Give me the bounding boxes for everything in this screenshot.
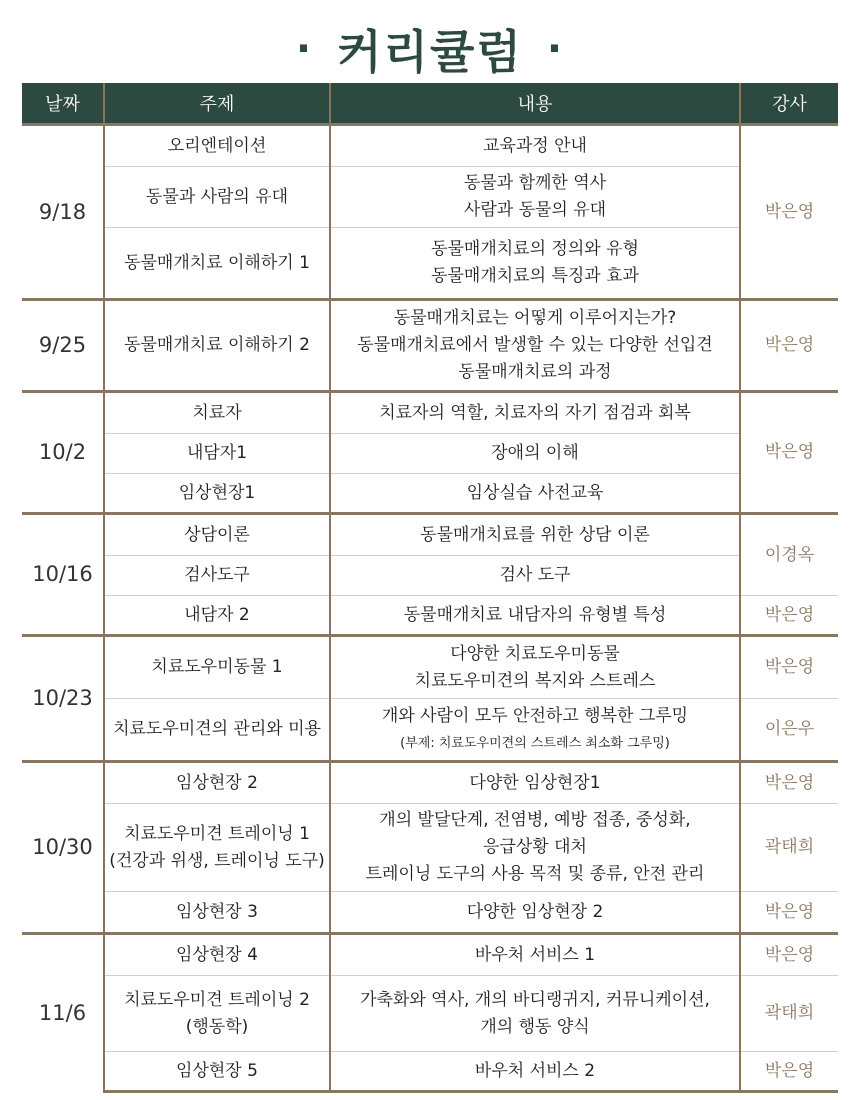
content-cell: 임상실습 사전교육 <box>330 474 740 514</box>
teacher-cell: 박은영 <box>740 125 838 300</box>
table-row <box>22 228 838 300</box>
table-row <box>22 636 838 699</box>
content-line: 개의 행동 양식 <box>480 1016 590 1037</box>
content-line: 개와 사람이 모두 안전하고 행복한 그루밍 <box>381 705 689 726</box>
content-cell: 다양한 임상현장1 <box>330 762 740 804</box>
content-subtitle: (부제: 치료도우미견의 스트레스 최소화 그루밍) <box>400 735 670 751</box>
table-row <box>22 892 838 934</box>
content-cell: 바우처 서비스 1 <box>330 934 740 976</box>
content-cell: 장애의 이해 <box>330 434 740 474</box>
content-cell <box>330 228 740 300</box>
table-row <box>22 392 838 434</box>
header-content: 내용 <box>330 83 740 125</box>
date-cell: 10/16 <box>22 514 104 636</box>
content-line: 다양한 치료도우미동물 <box>450 643 620 664</box>
topic-cell: 임상현장 4 <box>104 934 330 976</box>
content-line: 사람과 동물의 유대 <box>463 200 607 220</box>
page-title <box>0 16 860 82</box>
teacher-cell: 박은영 <box>740 596 838 636</box>
topic-cell: 검사도구 <box>104 556 330 596</box>
topic-line: (건강과 위생, 트레이닝 도구) <box>109 850 325 871</box>
content-line: 트레이닝 도구의 사용 목적 및 종류, 안전 관리 <box>365 864 705 884</box>
content-line: 동물과 함께한 역사 <box>463 173 607 193</box>
date-cell: 10/23 <box>22 636 104 762</box>
table-row <box>22 167 838 228</box>
teacher-cell: 박은영 <box>740 762 838 804</box>
table-row <box>22 300 838 392</box>
content-line: 응급상황 대처 <box>483 837 587 857</box>
topic-cell: 내담자1 <box>104 434 330 474</box>
content-line: 가축화와 역사, 개의 바디랭귀지, 커뮤니케이션, <box>360 989 710 1010</box>
content-cell <box>330 804 740 892</box>
topic-cell: 임상현장 5 <box>104 1052 330 1092</box>
content-line: 동물매개치료의 특징과 효과 <box>431 266 639 286</box>
table-row <box>22 1052 838 1092</box>
teacher-cell: 이은우 <box>740 699 838 762</box>
content-cell <box>330 699 740 762</box>
topic-cell: 동물매개치료 이해하기 1 <box>104 228 330 300</box>
teacher-cell: 곽태희 <box>740 976 838 1052</box>
topic-cell: 치료자 <box>104 392 330 434</box>
content-cell: 검사 도구 <box>330 556 740 596</box>
content-cell: 다양한 임상현장 2 <box>330 892 740 934</box>
title-text: 커리큘럼 <box>337 25 523 79</box>
teacher-cell: 박은영 <box>740 392 838 514</box>
topic-cell <box>104 167 330 228</box>
teacher-cell: 박은영 <box>740 636 838 699</box>
table-row <box>22 125 838 167</box>
topic-line: 동물과 사람의 유대 <box>145 186 289 207</box>
teacher-cell: 박은영 <box>740 300 838 392</box>
content-cell: 바우처 서비스 2 <box>330 1052 740 1092</box>
table-row <box>22 976 838 1052</box>
content-line: 동물매개치료의 과정 <box>458 362 612 382</box>
topic-cell: 임상현장 3 <box>104 892 330 934</box>
content-cell: 동물매개치료를 위한 상담 이론 <box>330 514 740 556</box>
content-cell: 동물매개치료 내담자의 유형별 특성 <box>330 596 740 636</box>
topic-cell: 치료도우미동물 1 <box>104 636 330 699</box>
content-cell: 치료자의 역할, 치료자의 자기 점검과 회복 <box>330 392 740 434</box>
header-teacher: 강사 <box>740 83 838 125</box>
header-date: 날짜 <box>22 83 104 125</box>
teacher-cell: 박은영 <box>740 1052 838 1092</box>
topic-cell: 임상현장1 <box>104 474 330 514</box>
title-dot-right: · <box>546 26 565 72</box>
content-line: 동물매개치료에서 발생할 수 있는 다양한 선입견 <box>357 335 713 355</box>
topic-cell: 치료도우미견의 관리와 미용 <box>104 699 330 762</box>
table-row <box>22 556 838 596</box>
date-cell: 11/6 <box>22 934 104 1092</box>
teacher-cell: 이경옥 <box>740 514 838 596</box>
date-cell: 9/25 <box>22 300 104 392</box>
topic-cell: 상담이론 <box>104 514 330 556</box>
title-dot-left: · <box>295 26 314 72</box>
topic-cell: 내담자 2 <box>104 596 330 636</box>
content-cell: 교육과정 안내 <box>330 125 740 167</box>
table-row <box>22 804 838 892</box>
topic-line: (행동학) <box>185 1016 249 1037</box>
topic-cell: 오리엔테이션 <box>104 125 330 167</box>
content-cell <box>330 300 740 392</box>
topic-cell <box>104 976 330 1052</box>
table-row <box>22 596 838 636</box>
header-row <box>22 83 838 125</box>
table-row <box>22 474 838 514</box>
table-row <box>22 514 838 556</box>
header-topic: 주제 <box>104 83 330 125</box>
topic-cell: 임상현장 2 <box>104 762 330 804</box>
topic-line: 치료도우미견 트레이닝 1 <box>124 823 310 844</box>
topic-cell <box>104 804 330 892</box>
topic-cell: 동물매개치료 이해하기 2 <box>104 300 330 392</box>
content-cell <box>330 636 740 699</box>
date-cell: 10/2 <box>22 392 104 514</box>
date-cell: 9/18 <box>22 125 104 300</box>
table-row <box>22 762 838 804</box>
curriculum-table <box>22 83 838 1093</box>
topic-line: 치료도우미견 트레이닝 2 <box>124 989 310 1010</box>
table-row <box>22 699 838 762</box>
table-row <box>22 434 838 474</box>
content-line: 개의 발달단계, 전염병, 예방 접종, 중성화, <box>379 810 691 830</box>
content-cell <box>330 976 740 1052</box>
teacher-cell: 곽태희 <box>740 804 838 892</box>
teacher-cell: 박은영 <box>740 892 838 934</box>
content-line: 치료도우미견의 복지와 스트레스 <box>414 670 656 691</box>
content-cell <box>330 167 740 228</box>
teacher-cell: 박은영 <box>740 934 838 976</box>
content-line: 동물매개치료는 어떻게 이루어지는가? <box>393 308 677 328</box>
content-line: 동물매개치료의 정의와 유형 <box>431 239 639 259</box>
date-cell: 10/30 <box>22 762 104 934</box>
table-row <box>22 934 838 976</box>
